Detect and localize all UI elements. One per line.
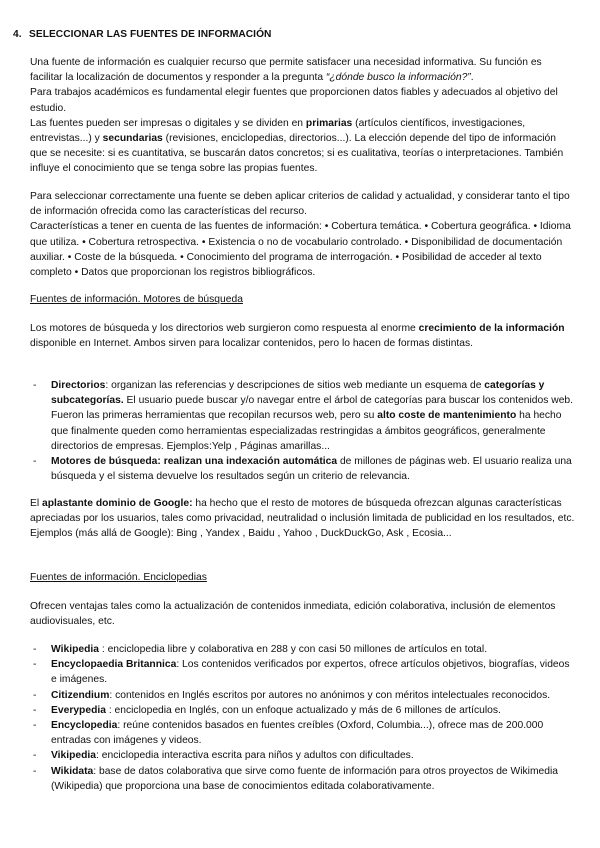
text-run: disponible en Internet. Ambos sirven para localizar contenidos, pero lo hacen de formas distintas. [30, 338, 474, 350]
list-item-motores [30, 454, 575, 484]
text-run: . [470, 72, 474, 84]
list-item [30, 642, 575, 657]
text-run: ha hecho que el resto de motores de búsqueda ofrezcan algunas características apreciadas por los usuarios, tales como privacidad, neutralidad o inclusión limitada de publicidad en los resultados, etc. Ejemplos (más allá de Google): Bing , Yandex , Baidu , Yahoo , DuckDuckGo, Ask , Ecosia... [30, 498, 575, 540]
criteria-block [30, 189, 575, 280]
intro-block [30, 55, 575, 177]
text-run: de millones de páginas web. El usuario realiza una búsqueda y el sistema devuelve los resultados según un criterio de relevancia. [51, 456, 572, 483]
bold-run: aplastante dominio de Google: [42, 498, 193, 509]
text-run: (revisiones, enciclopedias, directorios...). La elección depende del tipo de información que se necesite: si es cuantitativa, se buscarán datos concretos; si es cualitativa, teorías o interpretaciones. También influye el conocimiento que se tenga sobre las propias fuentes. [30, 133, 564, 175]
list-item [30, 718, 575, 748]
motores-intro [30, 321, 575, 351]
text-run: El usuario puede buscar y/o navegar entre el árbol de categorías para buscar los contenidos web. Fueron las primeras herramientas que recopilan recursos web, pero su [51, 395, 574, 422]
item-text: : enciclopedia libre y colaborativa en 288 y con casi 50 millones de artículos en total. [98, 644, 488, 655]
item-name: Encyclopedia [51, 720, 118, 732]
text-run: El [30, 498, 43, 509]
google-paragraph [30, 496, 575, 542]
item-name: Encyclopaedia Britannica [51, 659, 177, 671]
enciclopedias-list [30, 642, 575, 794]
text-run: Una fuente de información es cualquier recurso que permite satisfacer una necesidad informativa. Su función es facilitar la localización de documentos y responder a la pregunta [30, 57, 542, 84]
intro-paragraph-2: Para trabajos académicos es fundamental elegir fuentes que proporcionen datos fiables y adecuados al objetivo del estudio. [30, 87, 558, 114]
term-primarias: primarias [305, 117, 353, 129]
bold-run: Directorios [51, 380, 106, 391]
list-item-directorios [30, 378, 575, 454]
term-secundarias: secundarias [102, 133, 163, 145]
text-run: Los motores de búsqueda y los directorios web surgieron como respuesta al enorme [30, 323, 419, 334]
list-item [30, 657, 575, 687]
bold-run: alto coste de mantenimiento [377, 410, 517, 422]
motores-paragraph-1 [30, 321, 575, 351]
item-name: Wikipedia [51, 644, 99, 655]
item-text: : enciclopedia interactiva escrita para niños y adultos con dificultades. [96, 750, 414, 762]
item-text: : enciclopedia en Inglés, con un enfoque actualizado y más de 6 millones de artículos. [105, 704, 501, 716]
list-item [30, 764, 575, 794]
text-run: Las fuentes pueden ser impresas o digitales y se dividen en [30, 117, 306, 129]
item-text: : Los contenidos verificados por expertos, ofrece artículos objetivos, biografías, videos e imágenes. [51, 659, 570, 686]
item-text: : contenidos en Inglés escritos por autores no anónimos y con méritos intelectuales reconocidos. [109, 689, 551, 701]
subtitle-enciclopedias: Fuentes de información. Enciclopedias [30, 572, 207, 583]
item-name: Wikidata [51, 765, 94, 777]
motores-list [30, 378, 575, 484]
question-italic: “¿dónde busco la información?” [325, 72, 471, 84]
item-name: Everypedia [51, 704, 106, 716]
section-number: 4. [13, 29, 22, 40]
text-run: (artículos científicos, investigaciones, entrevistas...) y [30, 117, 526, 145]
item-text: : reúne contenidos basados en fuentes creíbles (Oxford, Columbia...), ofrece mas de 200.000 entradas con imágenes y videos. [51, 720, 544, 747]
intro-paragraph-1 [30, 55, 575, 85]
text-run: : organizan las referencias y descripciones de sitios web mediante un esquema de [105, 380, 485, 391]
intro-paragraph-3 [30, 116, 575, 177]
item-name: Vikipedia [51, 750, 97, 762]
bold-run: categorías y subcategorías. [51, 380, 545, 407]
criteria-paragraph-2: Características a tener en cuenta de las fuentes de información: • Cobertura temática. • Cobertura geográfica. • Idioma que utiliza. • Cobertura retrospectiva. • Existencia o no de vocabulario controlado. • Disponibilidad de documentación auxiliar. • Coste de la búsqueda. • Conocimiento del programa de interrogación. • Posibilidad de acceder al texto completo • Datos que proporcionan los registros bibliográficos. [30, 221, 571, 279]
criteria-paragraph-1: Para seleccionar correctamente una fuente se deben aplicar criterios de calidad y actualidad, y considerar tanto el tipo de información ofrecida como las características del recurso. [30, 191, 570, 218]
item-name: Citizendium [51, 689, 110, 701]
section-title: SELECCIONAR LAS FUENTES DE INFORMACIÓN [29, 29, 272, 40]
enciclopedias-intro [30, 599, 575, 629]
list-item [30, 688, 575, 703]
bold-run: Motores de búsqueda: realizan una indexación automática [51, 456, 338, 468]
enciclopedias-paragraph: Ofrecen ventajas tales como la actualización de contenidos inmediata, edición colaborativa, inclusión de elementos audiovisuales, etc. [30, 601, 556, 628]
subtitle-motores: Fuentes de información. Motores de búsqueda [30, 294, 243, 305]
list-item [30, 703, 575, 718]
section-heading [13, 29, 271, 40]
bold-run: crecimiento de la información [418, 323, 565, 334]
list-item [30, 748, 575, 763]
item-text: : base de datos colaborativa que sirve como fuente de información para otros proyectos de Wikimedia (Wikipedia) que proporciona una base de conocimientos editada colaborativamente. [51, 765, 559, 792]
text-run: ha hecho que finalmente queden como herramientas especializadas restringidas a ámbitos geográficos, generalmente directorios de empresas. Ejemplos:Yelp , Páginas amarillas... [51, 410, 562, 452]
google-block [30, 496, 575, 542]
